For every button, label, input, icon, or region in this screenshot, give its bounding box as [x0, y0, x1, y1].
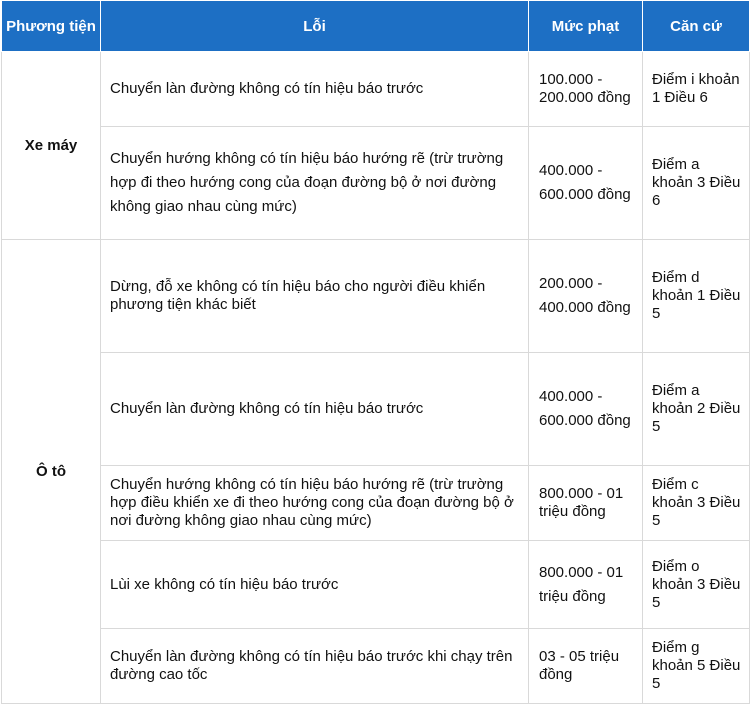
penalty-table	[1, 0, 750, 704]
vehicle-cell-car: Ô tô	[2, 240, 101, 704]
violation-cell: Chuyển làn đường không có tín hiệu báo trước	[101, 52, 529, 127]
fine-cell: 03 - 05 triệu đồng	[529, 629, 643, 704]
fine-cell: 800.000 - 01 triệu đồng	[529, 466, 643, 541]
header-violation: Lỗi	[101, 1, 529, 52]
basis-cell: Điểm o khoản 3 Điều 5	[643, 541, 750, 629]
fine-cell: 100.000 - 200.000 đồng	[529, 52, 643, 127]
header-basis: Căn cứ	[643, 1, 750, 52]
fine-cell: 400.000 - 600.000 đồng	[529, 353, 643, 466]
basis-cell: Điểm a khoản 3 Điều 6	[643, 127, 750, 240]
table-row	[2, 240, 750, 353]
violation-cell: Chuyển hướng không có tín hiệu báo hướng rẽ (trừ trường hợp điều khiển xe đi theo hướng cong của đoạn đường bộ ở nơi đường không giao nhau cùng mức)	[101, 466, 529, 541]
header-row	[2, 1, 750, 52]
header-fine: Mức phạt	[529, 1, 643, 52]
fine-cell: 200.000 - 400.000 đồng	[529, 240, 643, 353]
violation-cell: Dừng, đỗ xe không có tín hiệu báo cho người điều khiển phương tiện khác biết	[101, 240, 529, 353]
table-row	[2, 52, 750, 127]
vehicle-cell-motorbike: Xe máy	[2, 52, 101, 240]
table-row	[2, 466, 750, 541]
basis-cell: Điểm d khoản 1 Điều 5	[643, 240, 750, 353]
table-row	[2, 353, 750, 466]
table-row	[2, 629, 750, 704]
header-vehicle: Phương tiện	[2, 1, 101, 52]
table-row	[2, 541, 750, 629]
fine-cell: 400.000 - 600.000 đồng	[529, 127, 643, 240]
table-row	[2, 127, 750, 240]
violation-cell: Lùi xe không có tín hiệu báo trước	[101, 541, 529, 629]
basis-cell: Điểm g khoản 5 Điều 5	[643, 629, 750, 704]
basis-cell: Điểm i khoản 1 Điều 6	[643, 52, 750, 127]
violation-cell: Chuyển làn đường không có tín hiệu báo trước khi chạy trên đường cao tốc	[101, 629, 529, 704]
violation-cell: Chuyển làn đường không có tín hiệu báo trước	[101, 353, 529, 466]
basis-cell: Điểm a khoản 2 Điều 5	[643, 353, 750, 466]
basis-cell: Điểm c khoản 3 Điều 5	[643, 466, 750, 541]
fine-cell: 800.000 - 01 triệu đồng	[529, 541, 643, 629]
violation-cell: Chuyển hướng không có tín hiệu báo hướng rẽ (trừ trường hợp đi theo hướng cong của đoạn đường bộ ở nơi đường không giao nhau cùng mức)	[101, 127, 529, 240]
